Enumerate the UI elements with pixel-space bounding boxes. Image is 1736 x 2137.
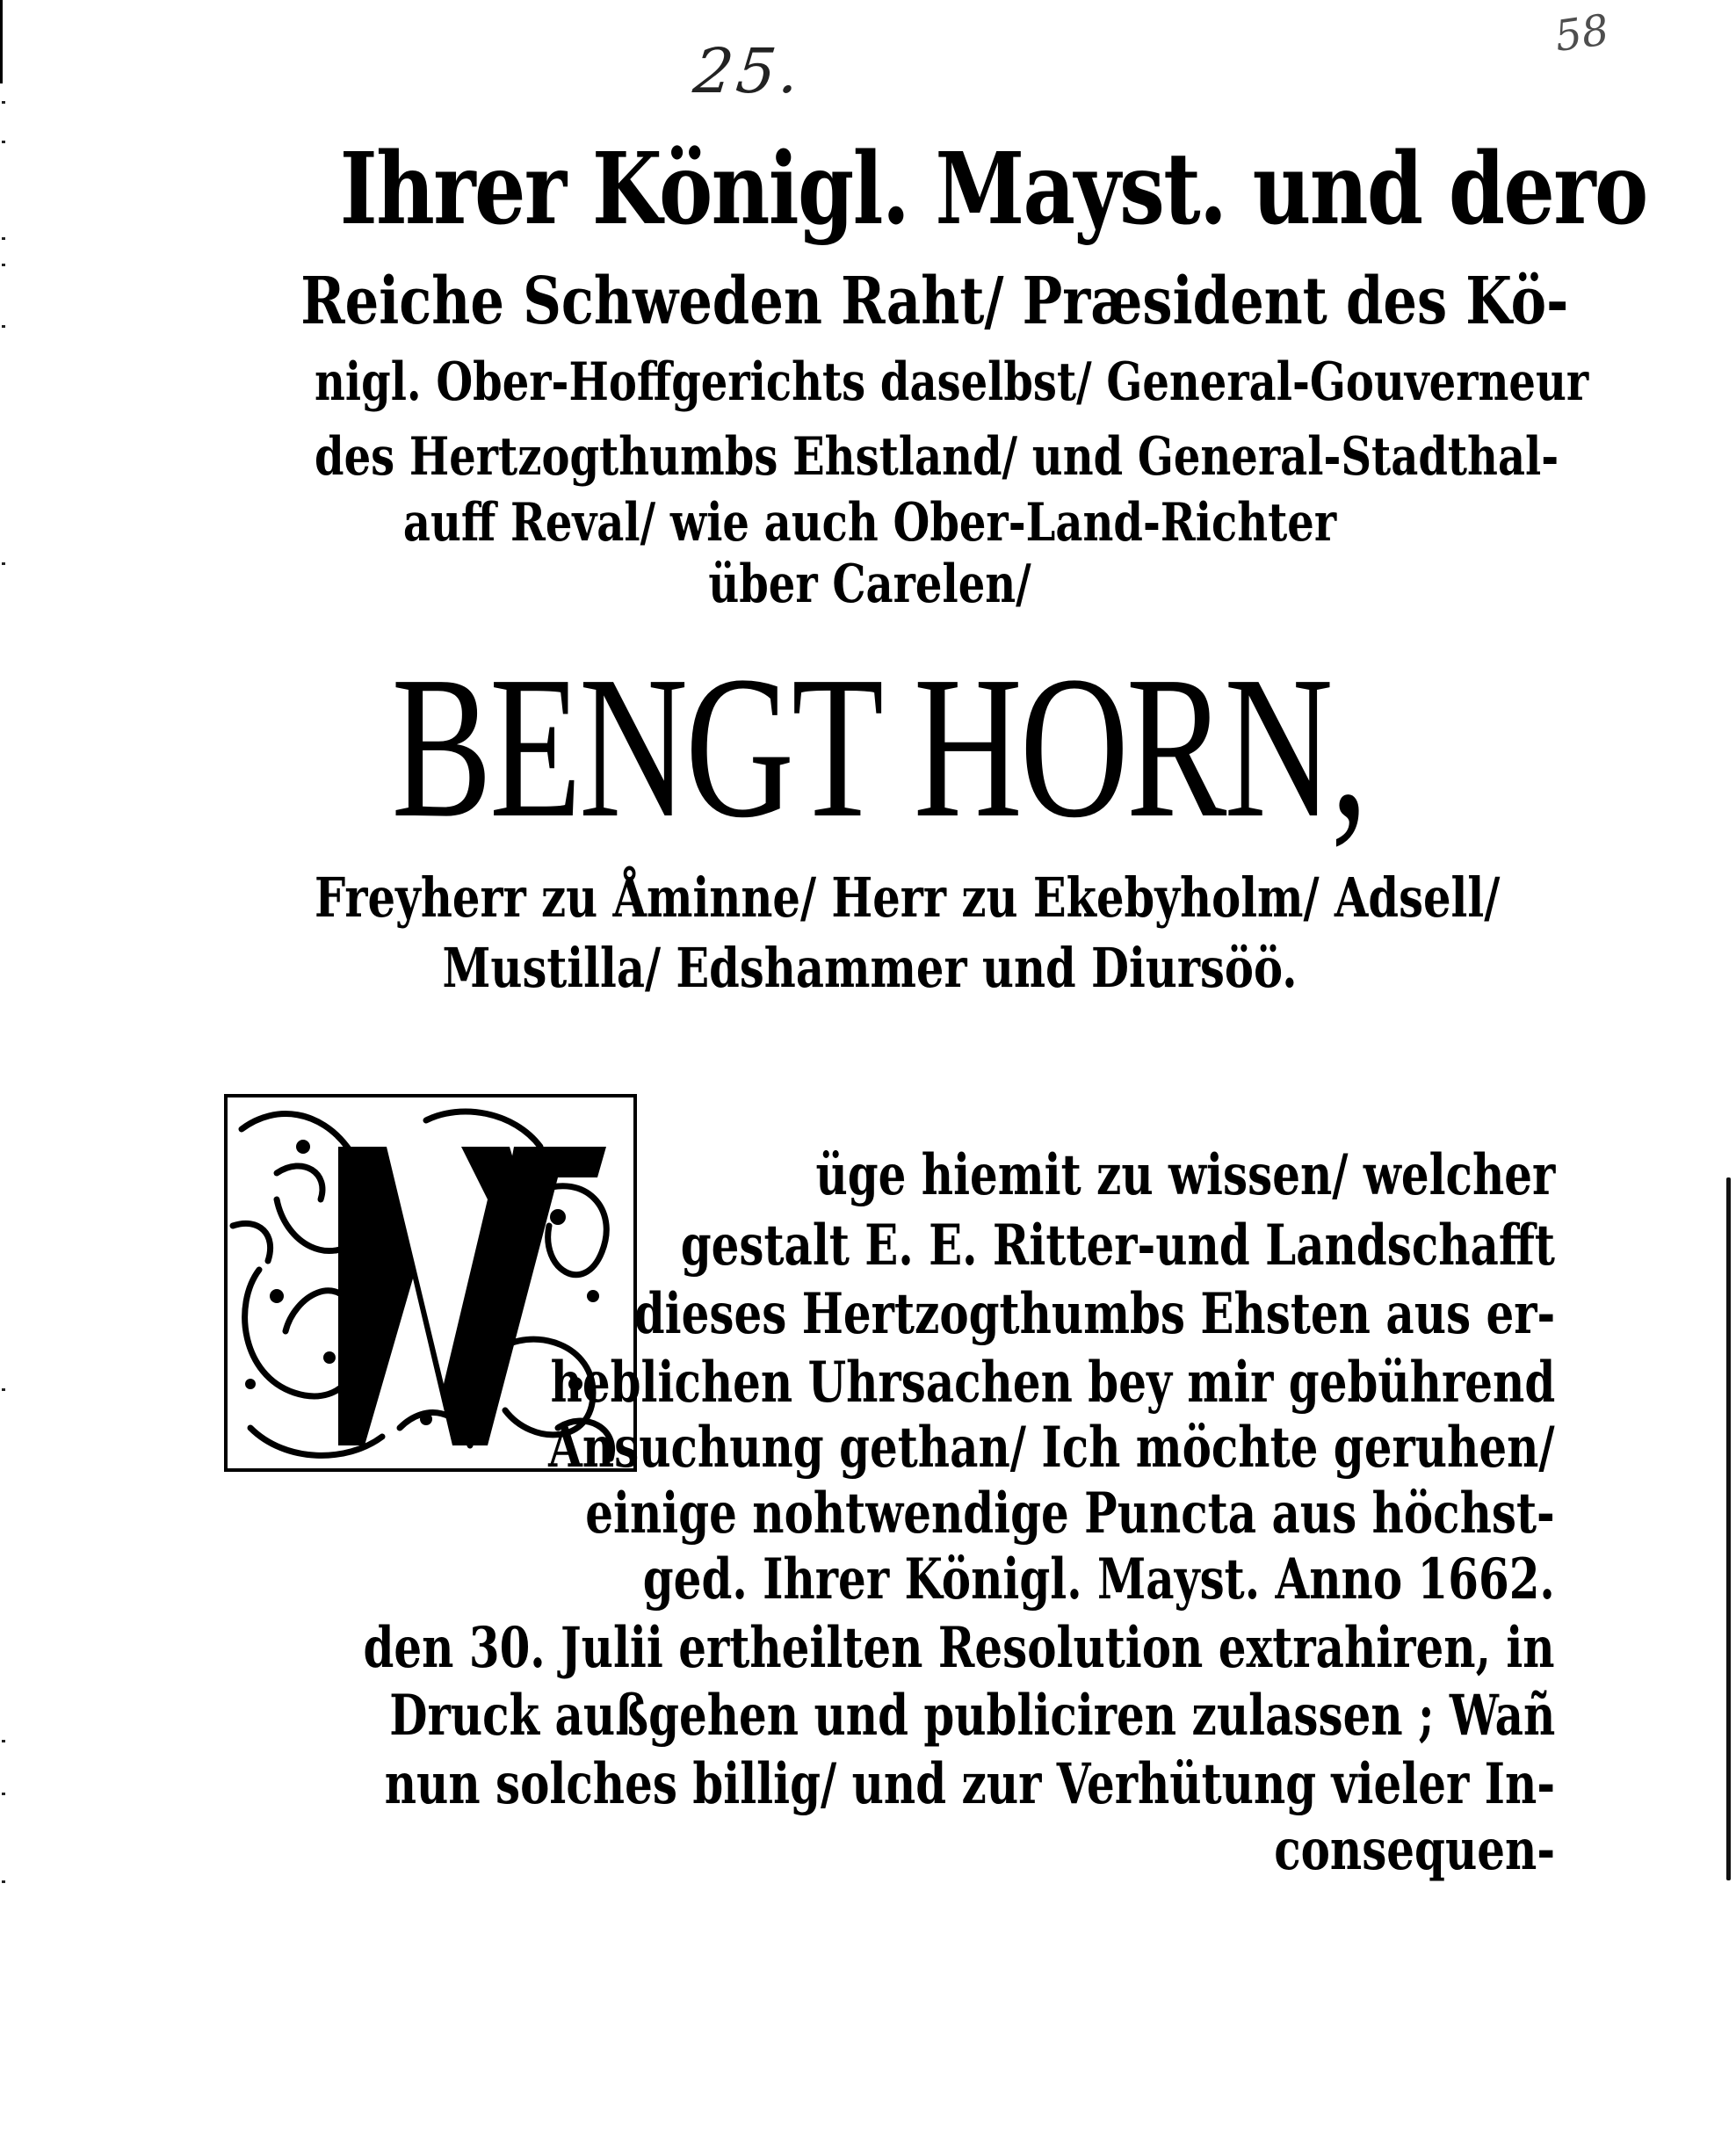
title-line-3: nigl. Ober-Hoffgerichts daselbst/ General-Gouverneur xyxy=(315,351,1589,413)
margin-speck xyxy=(2,101,5,104)
body-line-11: consequen- xyxy=(1274,1817,1555,1883)
title-line-4: des Hertzogthumbs Ehstland/ und General-Stadthal- xyxy=(315,426,1559,488)
margin-speck xyxy=(2,562,5,565)
margin-speck xyxy=(2,325,5,328)
body-line-5: Ansuchung gethan/ Ich möchte geruhen/ xyxy=(548,1415,1555,1481)
issuer-name: BENGT HORN, xyxy=(391,634,1366,860)
subtitle-line-2: Mustilla/ Edshammer und Diursöö. xyxy=(442,936,1298,1000)
body-line-1: üge hiemit zu wissen/ welcher xyxy=(815,1142,1555,1208)
body-line-8: den 30. Julii ertheilten Resolution extrahiren, in xyxy=(363,1615,1555,1681)
margin-speck xyxy=(2,264,5,266)
page-edge-right xyxy=(1726,1177,1731,1880)
title-line-6: über Carelen/ xyxy=(708,554,1031,615)
page-edge-left xyxy=(0,0,3,83)
margin-speck xyxy=(2,237,5,240)
body-line-4: heblichen Uhrsachen bey mir gebührend xyxy=(550,1350,1555,1416)
body-line-2: gestalt E. E. Ritter-und Landschafft xyxy=(680,1213,1555,1279)
margin-speck xyxy=(2,141,5,143)
body-line-6: einige nohtwendige Puncta aus höchst- xyxy=(585,1481,1555,1547)
body-line-10: nun solches billig/ und zur Verhütung vieler In- xyxy=(384,1751,1555,1817)
margin-speck xyxy=(2,1880,5,1883)
handwritten-folio-number: 25. xyxy=(690,35,807,107)
title-line-5: auff Reval/ wie auch Ober-Land-Richter xyxy=(402,492,1337,554)
margin-speck xyxy=(2,1740,5,1742)
title-line-2: Reiche Schweden Raht/ Præsident des Kö- xyxy=(300,264,1569,339)
body-line-9: Druck außgehen und publiciren zulassen ; Wañ xyxy=(389,1683,1555,1749)
title-line-1: Ihrer Königl. Mayst. und dero xyxy=(339,132,1647,247)
subtitle-line-1: Freyherr zu Åminne/ Herr zu Ekebyholm/ Adsell/ xyxy=(315,866,1501,930)
margin-speck xyxy=(2,1793,5,1795)
margin-speck xyxy=(2,1388,5,1391)
body-line-3: dieses Hertzogthumbs Ehsten aus er- xyxy=(633,1281,1555,1347)
body-line-7: ged. Ihrer Königl. Mayst. Anno 1662. xyxy=(642,1547,1555,1612)
handwritten-corner-number: 58 xyxy=(1552,5,1612,62)
